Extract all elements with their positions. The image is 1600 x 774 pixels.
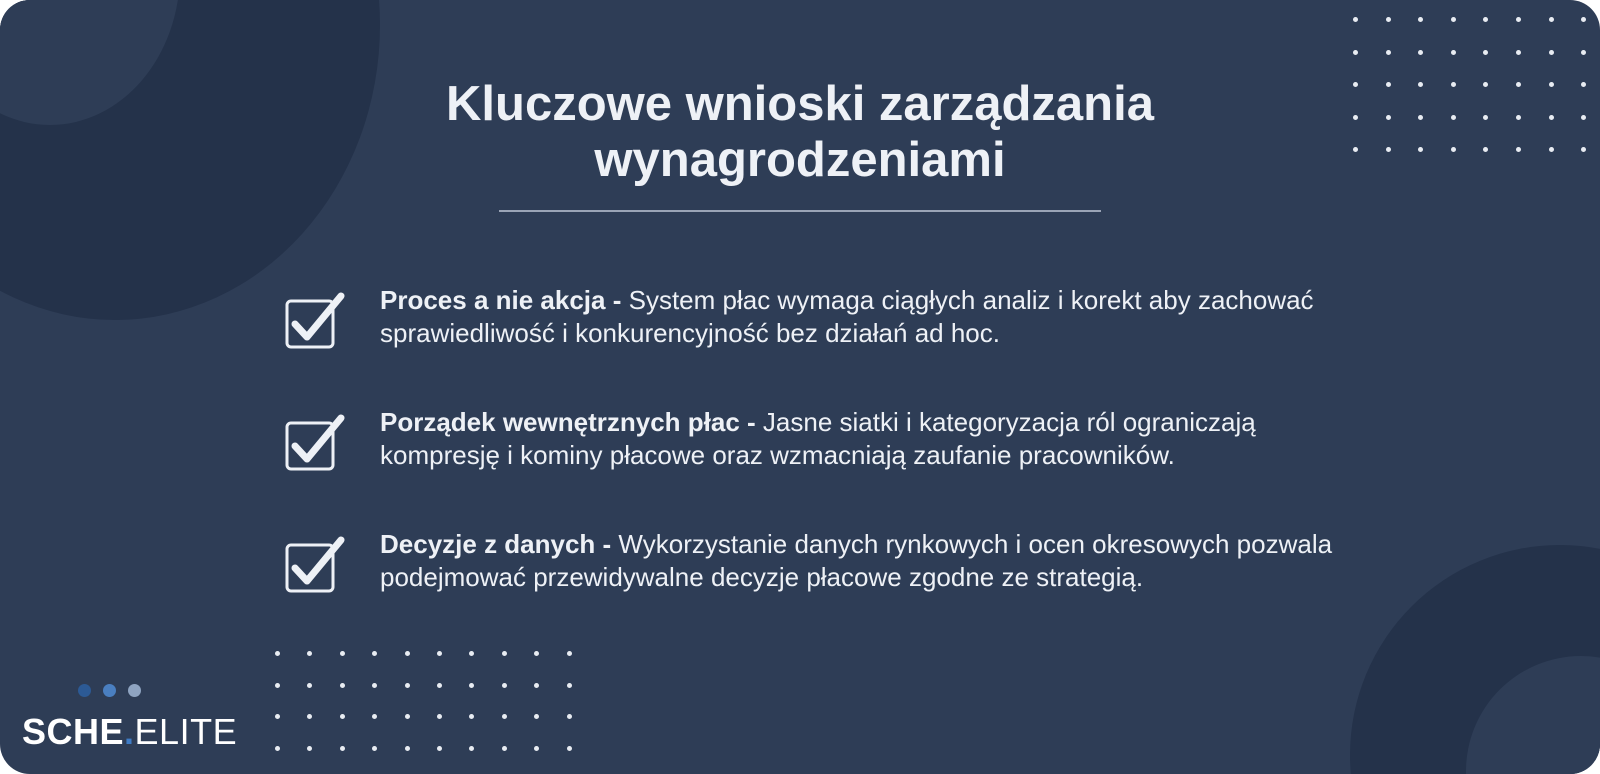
decorative-dot xyxy=(372,651,377,656)
page-title: Kluczowe wnioski zarządzania wynagrodzeniami xyxy=(446,77,1154,187)
decorative-dot xyxy=(405,714,410,719)
decorative-dot xyxy=(1483,50,1488,55)
decorative-dot xyxy=(469,651,474,656)
dot-grid-bottom-left xyxy=(275,651,572,751)
decorative-dot xyxy=(1386,17,1391,22)
takeaway-body-1: System płac wymaga ciągłych analiz i korekt aby zachować sprawiedliwość i konkurencyjność bez działań ad hoc. xyxy=(380,285,1314,348)
decorative-dot xyxy=(1516,82,1521,87)
decorative-dot xyxy=(567,714,572,719)
decorative-dot xyxy=(1483,17,1488,22)
decorative-dot xyxy=(1581,115,1586,120)
decorative-dot xyxy=(340,714,345,719)
decorative-dot xyxy=(1418,115,1423,120)
takeaway-heading-2: Porządek wewnętrznych płac - xyxy=(380,407,756,437)
brand-separator: . xyxy=(124,711,135,752)
decorative-dot xyxy=(534,746,539,751)
decorative-dot xyxy=(534,651,539,656)
brand-name-part1: SCHE xyxy=(22,711,125,752)
decorative-dot xyxy=(1353,17,1358,22)
decorative-dot xyxy=(1549,82,1554,87)
decorative-dot xyxy=(1386,115,1391,120)
decorative-dot xyxy=(307,683,312,688)
decorative-dot xyxy=(340,651,345,656)
takeaway-text-2 xyxy=(380,406,1380,472)
takeaway-text-1 xyxy=(380,284,1380,350)
decorative-dot xyxy=(469,683,474,688)
decorative-dot xyxy=(1581,147,1586,152)
decorative-dot xyxy=(1418,50,1423,55)
decorative-dot xyxy=(1418,17,1423,22)
checkbox-checked-icon xyxy=(285,292,347,352)
decorative-dot xyxy=(1581,17,1586,22)
decorative-dot xyxy=(437,746,442,751)
decorative-dot xyxy=(1516,115,1521,120)
decorative-dot xyxy=(437,651,442,656)
decorative-dot xyxy=(1549,17,1554,22)
takeaway-body-3: Wykorzystanie danych rynkowych i ocen okresowych pozwala podejmować przewidywalne decyzje płacowe zgodne ze strategią. xyxy=(380,529,1333,592)
decorative-dot xyxy=(567,651,572,656)
decorative-dot xyxy=(469,714,474,719)
decorative-dot xyxy=(1353,147,1358,152)
decorative-dot xyxy=(307,714,312,719)
decorative-dot xyxy=(1581,82,1586,87)
decorative-dot xyxy=(372,714,377,719)
brand-dot-1 xyxy=(78,684,91,697)
checkbox-checked-icon xyxy=(285,536,347,596)
decorative-dot xyxy=(437,714,442,719)
decorative-dot xyxy=(437,683,442,688)
decorative-dot xyxy=(1451,147,1456,152)
decorative-dot xyxy=(1418,82,1423,87)
decorative-dot xyxy=(534,714,539,719)
decorative-dot xyxy=(1549,50,1554,55)
dot-grid-top-right xyxy=(1353,17,1586,152)
takeaway-body-2: Jasne siatki i kategoryzacja ról ograniczają kompresję i kominy płacowe oraz wzmacniają zaufanie pracowników. xyxy=(380,407,1256,470)
decorative-dot xyxy=(502,651,507,656)
title-divider xyxy=(499,210,1101,212)
decorative-dot xyxy=(307,746,312,751)
decorative-dot xyxy=(405,746,410,751)
decorative-dot xyxy=(340,683,345,688)
decorative-dot xyxy=(469,746,474,751)
decorative-dot xyxy=(1353,82,1358,87)
decorative-dot xyxy=(1451,17,1456,22)
decorative-dot xyxy=(502,714,507,719)
decorative-dot xyxy=(502,683,507,688)
brand-name-part2: ELITE xyxy=(134,711,238,752)
decorative-dot xyxy=(307,651,312,656)
decorative-dot xyxy=(372,683,377,688)
decorative-dot xyxy=(1516,50,1521,55)
decorative-dot xyxy=(1353,115,1358,120)
brand-dot-2 xyxy=(103,684,116,697)
takeaway-heading-1: Proces a nie akcja - xyxy=(380,285,622,315)
decorative-dot xyxy=(405,683,410,688)
decorative-dot xyxy=(1386,147,1391,152)
decorative-dot xyxy=(405,651,410,656)
decorative-dot xyxy=(567,746,572,751)
decorative-dot xyxy=(1581,50,1586,55)
decorative-dot xyxy=(1483,147,1488,152)
decorative-dot xyxy=(275,714,280,719)
brand-dot-3 xyxy=(128,684,141,697)
decorative-dot xyxy=(534,683,539,688)
decorative-dot xyxy=(1483,115,1488,120)
decorative-dot xyxy=(1451,50,1456,55)
decorative-dot xyxy=(1451,115,1456,120)
decorative-dot xyxy=(567,683,572,688)
decorative-dot xyxy=(1451,82,1456,87)
decorative-dot xyxy=(1353,50,1358,55)
takeaway-heading-3: Decyzje z danych - xyxy=(380,529,612,559)
decorative-dot xyxy=(1549,147,1554,152)
decorative-dot xyxy=(1418,147,1423,152)
decorative-dot xyxy=(1549,115,1554,120)
decorative-dot xyxy=(1386,82,1391,87)
decorative-dot xyxy=(502,746,507,751)
decorative-dot xyxy=(1483,82,1488,87)
takeaway-text-3 xyxy=(380,528,1380,594)
decorative-dot xyxy=(275,651,280,656)
decorative-dot xyxy=(1516,17,1521,22)
decorative-dot xyxy=(275,683,280,688)
checkbox-checked-icon xyxy=(285,414,347,474)
decorative-dot xyxy=(1386,50,1391,55)
decorative-dot xyxy=(340,746,345,751)
decorative-dot xyxy=(372,746,377,751)
brand-logo xyxy=(22,711,237,753)
decorative-dot xyxy=(275,746,280,751)
decorative-dot xyxy=(1516,147,1521,152)
